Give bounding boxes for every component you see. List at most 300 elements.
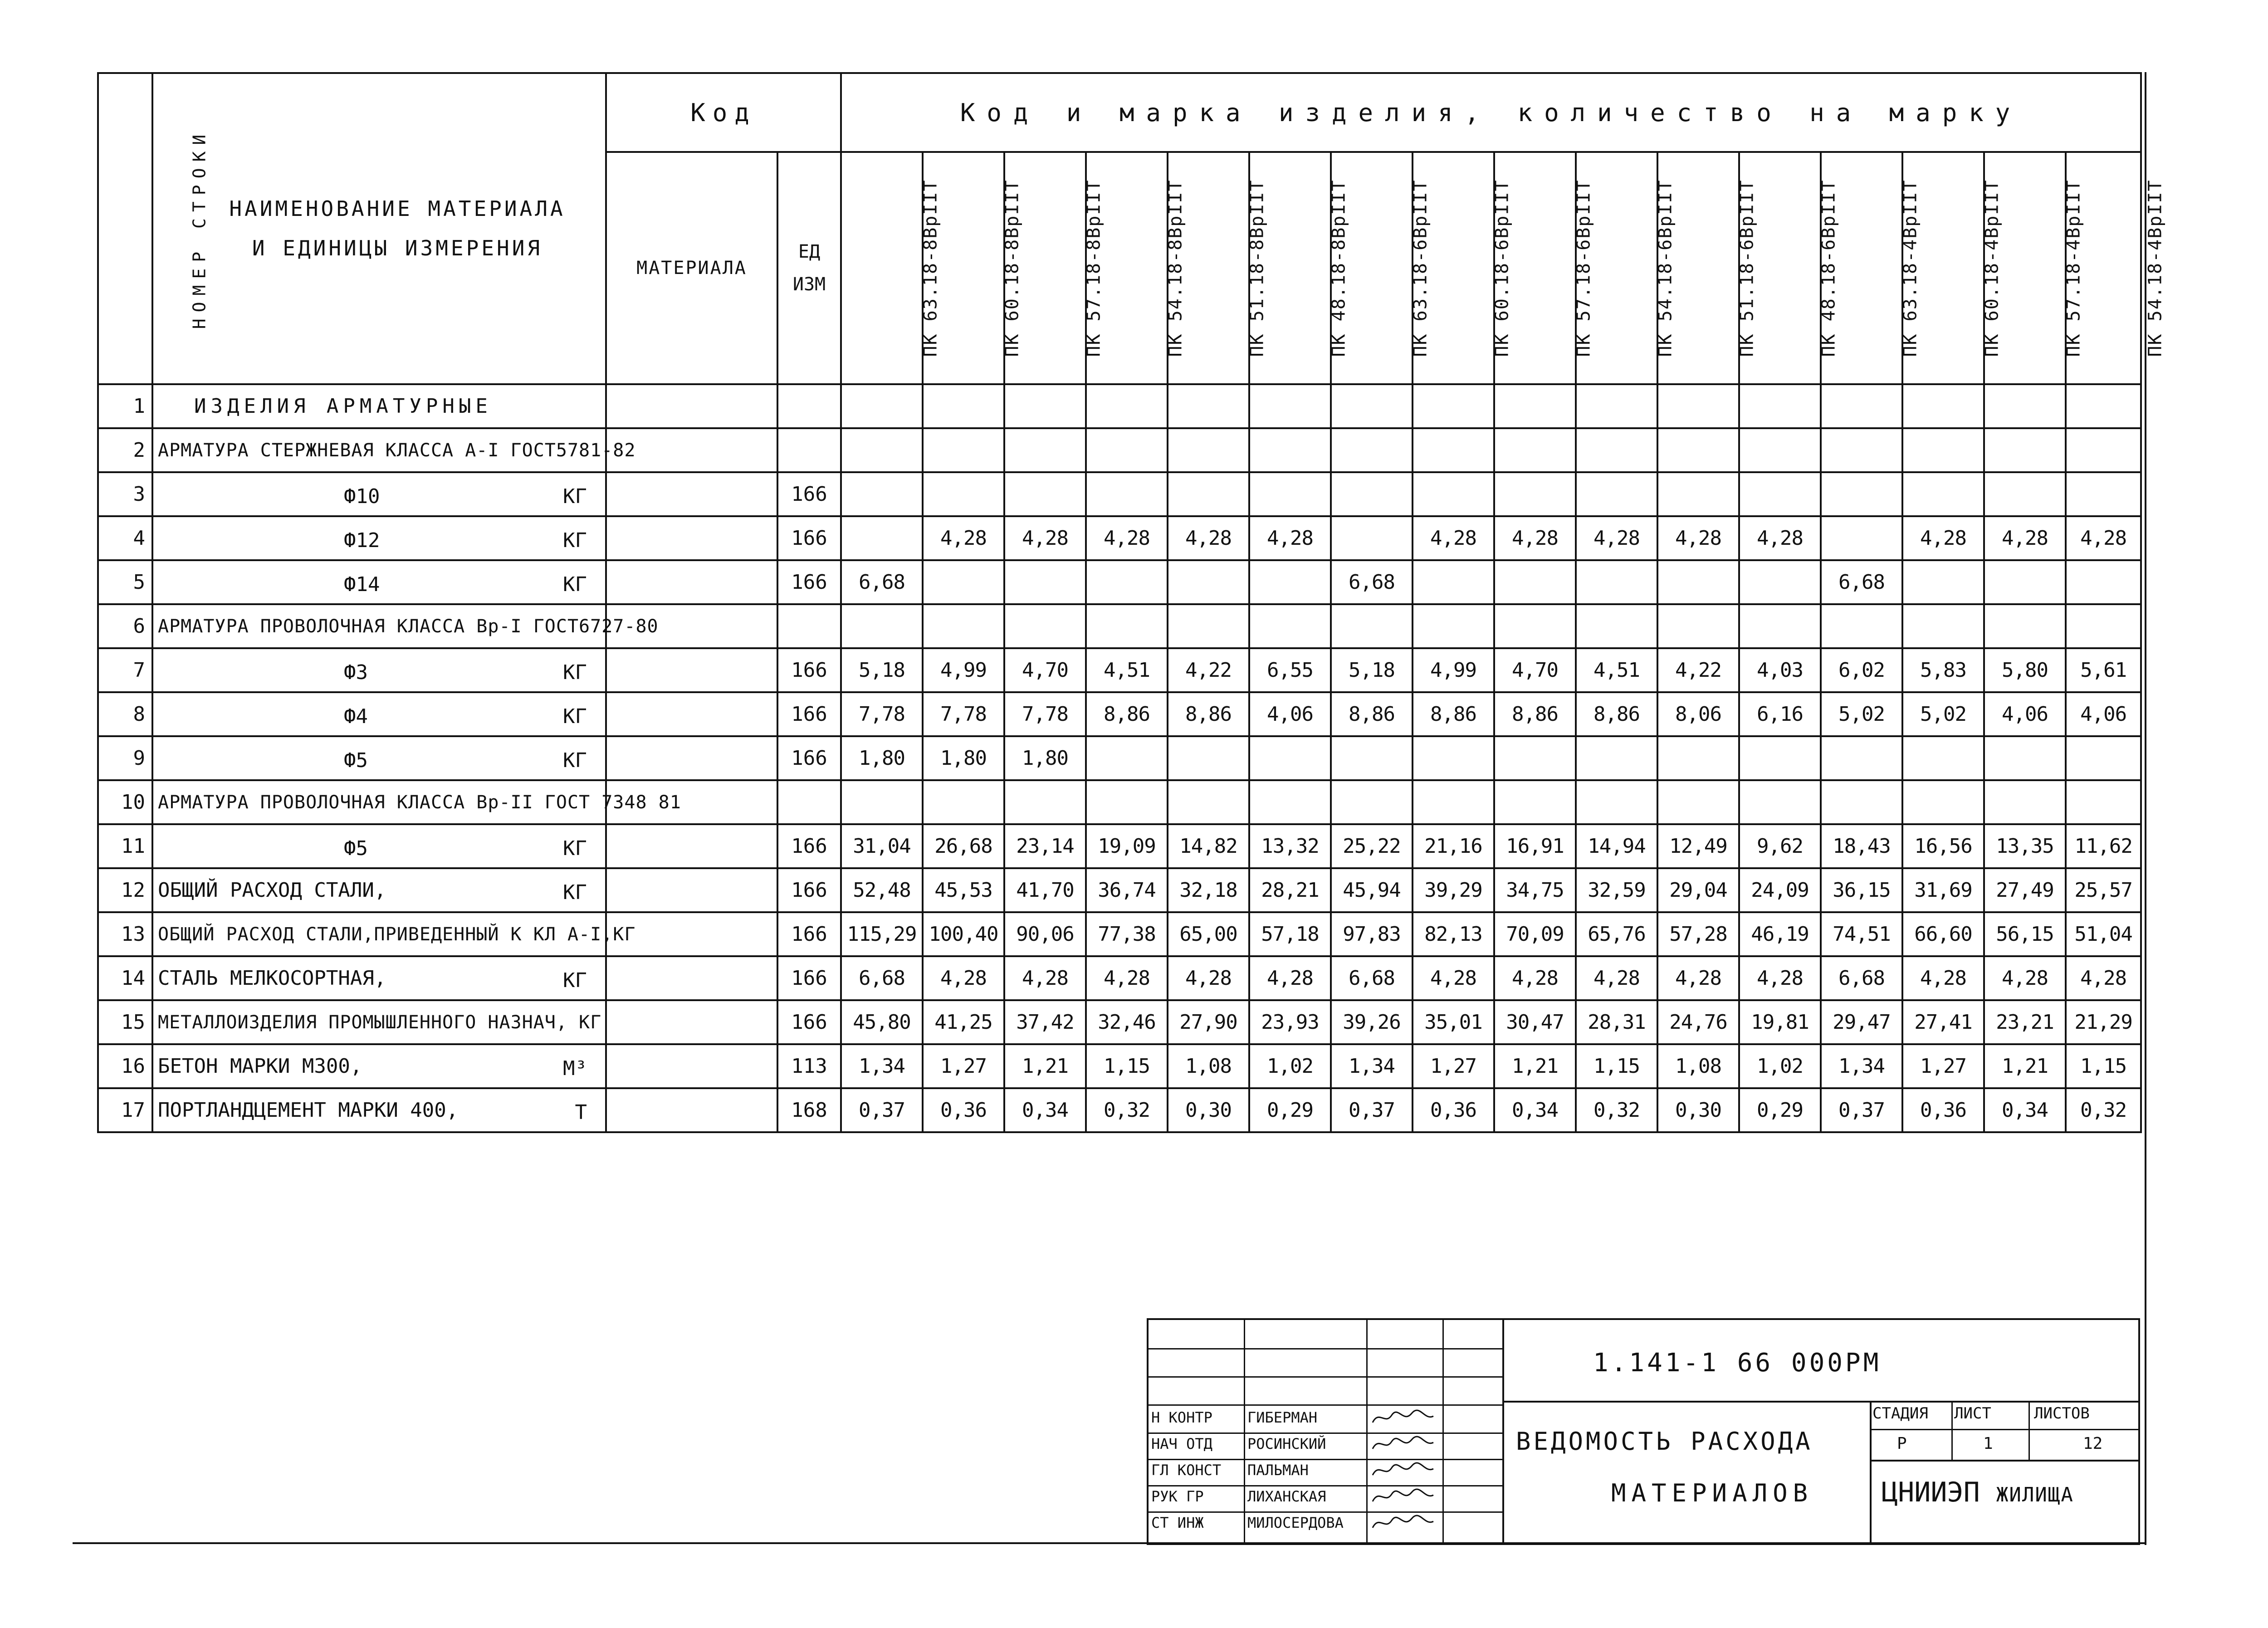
quantity-cell <box>1902 604 1984 648</box>
unit-label: М³ <box>563 1057 587 1080</box>
product-mark-header: ПК 63.18-8ВрIIТ <box>841 152 923 384</box>
sheets-value: 12 <box>2083 1434 2103 1453</box>
product-mark-header: ПК 60.18-6ВрIIТ <box>1413 152 1494 384</box>
quantity-cell <box>1086 604 1168 648</box>
quantity-cell: 4,28 <box>1657 956 1739 1000</box>
quantity-cell: 27,41 <box>1902 1000 1984 1044</box>
quantity-cell: 6,68 <box>841 956 923 1000</box>
quantity-cell <box>1902 780 1984 824</box>
quantity-cell: 0,34 <box>1004 1088 1086 1132</box>
table-row <box>98 912 2141 956</box>
materials-table <box>97 72 2166 1133</box>
table-row <box>98 824 2141 868</box>
quantity-cell <box>1249 736 1331 780</box>
quantity-cell: 16,56 <box>1902 824 1984 868</box>
quantity-cell <box>1004 604 1086 648</box>
quantity-cell <box>1494 736 1576 780</box>
quantity-cell: 1,27 <box>923 1044 1004 1088</box>
quantity-cell <box>1984 472 2066 516</box>
quantity-cell: 13,32 <box>1249 824 1331 868</box>
quantity-cell <box>1576 472 1657 516</box>
quantity-cell <box>1657 736 1739 780</box>
unit-label: КГ <box>563 837 587 860</box>
quantity-cell <box>1821 384 1902 428</box>
quantity-cell <box>1413 560 1494 604</box>
unit-code: 166 <box>777 736 841 780</box>
quantity-cell: 6,68 <box>1331 956 1413 1000</box>
quantity-cell: 4,28 <box>1413 516 1494 560</box>
quantity-cell <box>1249 780 1331 824</box>
quantity-cell <box>1739 780 1821 824</box>
quantity-cell: 46,19 <box>1739 912 1821 956</box>
material-name-text: ИЗДЕЛИЯ АРМАТУРНЫЕ <box>194 395 492 418</box>
frame-right-border <box>2145 72 2146 1545</box>
quantity-cell: 0,36 <box>923 1088 1004 1132</box>
quantity-cell: 65,76 <box>1576 912 1657 956</box>
unit-label: КГ <box>563 881 587 904</box>
quantity-cell: 8,86 <box>1413 692 1494 736</box>
unit-code: 166 <box>777 824 841 868</box>
quantity-cell <box>841 604 923 648</box>
quantity-cell: 1,27 <box>1902 1044 1984 1088</box>
stage-value: Р <box>1897 1434 1907 1453</box>
quantity-cell: 56,15 <box>1984 912 2066 956</box>
quantity-cell: 41,25 <box>923 1000 1004 1044</box>
quantity-cell <box>1331 604 1413 648</box>
quantity-cell: 8,86 <box>1086 692 1168 736</box>
row-number: 16 <box>98 1044 152 1088</box>
quantity-cell: 82,13 <box>1413 912 1494 956</box>
quantity-cell: 74,51 <box>1821 912 1902 956</box>
quantity-cell <box>2066 604 2141 648</box>
product-mark-header: ПК 57.18-4ВрIIТ <box>1984 152 2066 384</box>
quantity-cell <box>1984 428 2066 472</box>
row-number: 15 <box>98 1000 152 1044</box>
unit-code: 166 <box>777 912 841 956</box>
quantity-cell <box>1657 560 1739 604</box>
material-name <box>152 1044 606 1088</box>
quantity-cell: 30,47 <box>1494 1000 1576 1044</box>
quantity-cell: 1,27 <box>1413 1044 1494 1088</box>
quantity-cell: 31,69 <box>1902 868 1984 912</box>
unit-code: 113 <box>777 1044 841 1088</box>
row-number: 7 <box>98 648 152 692</box>
quantity-cell <box>1086 780 1168 824</box>
quantity-cell: 13,35 <box>1984 824 2066 868</box>
document-title: ВЕДОМОСТЬ РАСХОДА <box>1516 1427 1813 1456</box>
quantity-cell <box>1331 780 1413 824</box>
material-name <box>152 868 606 912</box>
table-row <box>98 1088 2141 1132</box>
quantity-cell: 4,28 <box>1576 516 1657 560</box>
material-name <box>152 736 606 780</box>
unit-code: 166 <box>777 516 841 560</box>
quantity-cell <box>1739 472 1821 516</box>
quantity-cell <box>1249 560 1331 604</box>
unit-label: КГ <box>563 573 587 596</box>
quantity-cell: 1,15 <box>1576 1044 1657 1088</box>
row-number: 11 <box>98 824 152 868</box>
product-mark-header: ПК 63.18-6ВрIIТ <box>1331 152 1413 384</box>
quantity-cell: 4,06 <box>1984 692 2066 736</box>
quantity-cell <box>1984 384 2066 428</box>
stage-label: СТАДИЯ <box>1872 1404 1928 1423</box>
quantity-cell: 0,32 <box>1086 1088 1168 1132</box>
material-name <box>152 648 606 692</box>
quantity-cell <box>2066 428 2141 472</box>
quantity-cell <box>1902 560 1984 604</box>
product-mark-header: ПК 63.18-4ВрIIТ <box>1821 152 1902 384</box>
unit-label: КГ <box>563 705 587 728</box>
material-code <box>606 956 777 1000</box>
quantity-cell <box>1494 780 1576 824</box>
quantity-cell <box>1984 736 2066 780</box>
material-name-text: ПОРТЛАНДЦЕМЕНТ МАРКИ 400, <box>158 1099 459 1122</box>
row-number: 5 <box>98 560 152 604</box>
row-number-header: НОМЕР СТРОКИ <box>98 73 152 384</box>
material-name <box>152 912 636 956</box>
quantity-cell: 24,76 <box>1657 1000 1739 1044</box>
quantity-cell: 4,70 <box>1494 648 1576 692</box>
unit-code: 166 <box>777 1000 841 1044</box>
quantity-cell <box>923 428 1004 472</box>
quantity-cell <box>1576 560 1657 604</box>
table-row <box>98 956 2141 1000</box>
table-row <box>98 516 2141 560</box>
row-number: 2 <box>98 428 152 472</box>
quantity-cell <box>1331 384 1413 428</box>
row-number: 14 <box>98 956 152 1000</box>
unit-code: 166 <box>777 956 841 1000</box>
quantity-cell: 1,02 <box>1739 1044 1821 1088</box>
signature-name: МИЛОСЕРДОВА <box>1247 1514 1344 1531</box>
quantity-cell <box>1902 472 1984 516</box>
quantity-cell <box>1168 736 1249 780</box>
quantity-cell <box>1086 384 1168 428</box>
quantity-cell: 0,37 <box>1821 1088 1902 1132</box>
quantity-cell: 4,28 <box>1984 956 2066 1000</box>
quantity-cell <box>923 780 1004 824</box>
frame-bottom-border <box>73 1542 2145 1544</box>
quantity-cell: 0,32 <box>1576 1088 1657 1132</box>
quantity-cell: 100,40 <box>923 912 1004 956</box>
material-code <box>606 516 777 560</box>
quantity-cell: 5,18 <box>841 648 923 692</box>
bar-diameter: Ф12 <box>344 529 380 552</box>
quantity-cell: 31,04 <box>841 824 923 868</box>
quantity-cell: 32,46 <box>1086 1000 1168 1044</box>
quantity-cell: 35,01 <box>1413 1000 1494 1044</box>
quantity-cell: 8,86 <box>1168 692 1249 736</box>
quantity-cell: 115,29 <box>841 912 923 956</box>
quantity-cell: 0,36 <box>1902 1088 1984 1132</box>
row-number: 1 <box>98 384 152 428</box>
material-code <box>606 560 777 604</box>
quantity-cell: 21,29 <box>2066 1000 2141 1044</box>
material-name <box>152 780 681 824</box>
material-name-text: АРМАТУРА ПРОВОЛОЧНАЯ КЛАССА Вр-I ГОСТ6727-80 <box>158 616 659 637</box>
quantity-cell: 52,48 <box>841 868 923 912</box>
quantity-cell: 90,06 <box>1004 912 1086 956</box>
row-number: 17 <box>98 1088 152 1132</box>
material-name-text: ОБЩИЙ РАСХОД СТАЛИ,ПРИВЕДЕННЫЙ К КЛ А-I,КГ <box>158 924 636 945</box>
quantity-cell: 23,21 <box>1984 1000 2066 1044</box>
material-name <box>152 472 606 516</box>
quantity-cell <box>1657 780 1739 824</box>
quantity-cell: 0,29 <box>1739 1088 1821 1132</box>
material-code <box>606 472 777 516</box>
quantity-cell <box>1576 384 1657 428</box>
unit-label: КГ <box>563 969 587 992</box>
quantity-cell: 1,80 <box>1004 736 1086 780</box>
material-name <box>152 956 606 1000</box>
quantity-cell: 0,34 <box>1494 1088 1576 1132</box>
quantity-cell: 4,06 <box>2066 692 2141 736</box>
table-row <box>98 384 2141 428</box>
quantity-cell <box>923 604 1004 648</box>
quantity-cell: 5,61 <box>2066 648 2141 692</box>
quantity-cell <box>2066 736 2141 780</box>
code-header: Код <box>606 73 841 152</box>
quantity-cell <box>841 780 923 824</box>
quantity-cell <box>1821 780 1902 824</box>
quantity-cell <box>1494 604 1576 648</box>
quantity-cell: 0,29 <box>1249 1088 1331 1132</box>
quantity-cell: 4,03 <box>1739 648 1821 692</box>
quantity-cell: 57,18 <box>1249 912 1331 956</box>
material-code <box>606 1044 777 1088</box>
unit-label: КГ <box>563 749 587 772</box>
quantity-cell: 4,28 <box>1984 516 2066 560</box>
table-row <box>98 472 2141 516</box>
quantity-cell: 5,02 <box>1821 692 1902 736</box>
quantity-cell <box>2066 780 2141 824</box>
quantity-cell: 39,26 <box>1331 1000 1413 1044</box>
quantity-cell: 57,28 <box>1657 912 1739 956</box>
unit-code: 168 <box>777 1088 841 1132</box>
sheets-label: ЛИСТОВ <box>2034 1404 2090 1423</box>
quantity-cell <box>841 428 923 472</box>
material-name-text: АРМАТУРА ПРОВОЛОЧНАЯ КЛАССА Вр-II ГОСТ 7348 81 <box>158 792 681 813</box>
quantity-cell: 4,51 <box>1576 648 1657 692</box>
quantity-cell: 8,86 <box>1576 692 1657 736</box>
material-name <box>152 516 606 560</box>
signature-role: РУК ГР <box>1151 1488 1204 1505</box>
material-code <box>606 1088 777 1132</box>
quantity-cell: 4,22 <box>1168 648 1249 692</box>
quantity-cell: 4,28 <box>1086 516 1168 560</box>
quantity-cell: 1,15 <box>1086 1044 1168 1088</box>
quantity-cell: 25,22 <box>1331 824 1413 868</box>
signature-role: НАЧ ОТД <box>1151 1435 1212 1452</box>
quantity-cell <box>1984 780 2066 824</box>
quantity-cell: 4,28 <box>1249 516 1331 560</box>
quantity-cell: 1,21 <box>1004 1044 1086 1088</box>
quantity-cell <box>1331 472 1413 516</box>
product-mark-header: ПК 51.18-8ВрIIТ <box>1168 152 1249 384</box>
quantity-cell <box>1004 560 1086 604</box>
quantity-cell <box>1168 560 1249 604</box>
document-code: 1.141-1 66 000РМ <box>1593 1348 1882 1378</box>
quantity-cell <box>1004 384 1086 428</box>
quantity-cell: 4,28 <box>2066 516 2141 560</box>
quantity-cell <box>1249 472 1331 516</box>
bar-diameter: Ф5 <box>344 749 368 772</box>
quantity-cell: 36,15 <box>1821 868 1902 912</box>
material-name <box>152 692 606 736</box>
material-name <box>152 1088 606 1132</box>
product-mark-header: ПК 60.18-4ВрIIТ <box>1902 152 1984 384</box>
quantity-cell: 1,80 <box>841 736 923 780</box>
quantity-cell <box>1249 384 1331 428</box>
unit-code: 166 <box>777 648 841 692</box>
quantity-cell: 77,38 <box>1086 912 1168 956</box>
quantity-cell <box>1004 780 1086 824</box>
organization-suffix: ЖИЛИЩА <box>1996 1483 2074 1506</box>
quantity-cell: 5,80 <box>1984 648 2066 692</box>
quantity-cell <box>1576 780 1657 824</box>
material-name-text: СТАЛЬ МЕЛКОСОРТНАЯ, <box>158 967 386 990</box>
quantity-cell: 1,21 <box>1984 1044 2066 1088</box>
quantity-cell: 51,04 <box>2066 912 2141 956</box>
signature-name: ПАЛЬМАН <box>1247 1462 1309 1479</box>
quantity-cell <box>1413 736 1494 780</box>
handwritten-signature <box>1370 1486 1438 1507</box>
product-mark-header: ПК 54.18-6ВрIIТ <box>1576 152 1657 384</box>
quantity-cell: 4,28 <box>1902 956 1984 1000</box>
quantity-cell: 14,82 <box>1168 824 1249 868</box>
material-code <box>606 736 777 780</box>
title-block <box>1147 1318 2140 1545</box>
quantity-cell: 65,00 <box>1168 912 1249 956</box>
material-name-text: МЕТАЛЛОИЗДЕЛИЯ ПРОМЫШЛЕННОГО НАЗНАЧ, КГ <box>158 1012 602 1033</box>
table-row <box>98 1044 2141 1088</box>
quantity-cell: 4,28 <box>1086 956 1168 1000</box>
unit-label: КГ <box>563 529 587 552</box>
quantity-cell: 24,09 <box>1739 868 1821 912</box>
quantity-cell <box>1168 428 1249 472</box>
quantity-cell <box>923 472 1004 516</box>
material-name-text: АРМАТУРА СТЕРЖНЕВАЯ КЛАССА А-I ГОСТ5781-82 <box>158 440 636 461</box>
product-mark-header: ПК 48.18-8ВрIIТ <box>1249 152 1331 384</box>
quantity-cell: 4,28 <box>1657 516 1739 560</box>
unit-code <box>777 780 841 824</box>
organization-name: ЦНИИЭП <box>1882 1476 1980 1508</box>
product-mark-header: ПК 60.18-8ВрIIТ <box>923 152 1004 384</box>
quantity-cell: 4,28 <box>1413 956 1494 1000</box>
quantity-cell <box>1249 604 1331 648</box>
unit-code: 166 <box>777 868 841 912</box>
quantity-cell <box>841 384 923 428</box>
quantity-cell: 19,09 <box>1086 824 1168 868</box>
material-code <box>606 868 777 912</box>
quantity-cell: 14,94 <box>1576 824 1657 868</box>
quantity-cell: 6,55 <box>1249 648 1331 692</box>
material-name <box>152 824 606 868</box>
quantity-cell <box>1576 428 1657 472</box>
quantity-cell <box>1739 736 1821 780</box>
unit-code-header: ЕД ИЗМ <box>777 152 841 384</box>
quantity-cell: 4,99 <box>923 648 1004 692</box>
quantity-cell <box>1086 736 1168 780</box>
signature-role: СТ ИНЖ <box>1151 1514 1204 1531</box>
quantity-cell <box>923 384 1004 428</box>
quantity-cell: 4,28 <box>1004 516 1086 560</box>
row-number: 4 <box>98 516 152 560</box>
bar-diameter: Ф10 <box>344 485 380 508</box>
quantity-cell <box>1494 560 1576 604</box>
material-name-header: НАИМЕНОВАНИЕ МАТЕРИАЛА И ЕДИНИЦЫ ИЗМЕРЕНИЯ <box>152 73 606 384</box>
table-row <box>98 604 2141 648</box>
unit-code <box>777 384 841 428</box>
quantity-cell <box>1739 560 1821 604</box>
document-title-line2: МАТЕРИАЛОВ <box>1611 1479 1813 1507</box>
quantity-cell <box>1657 604 1739 648</box>
quantity-cell: 45,94 <box>1331 868 1413 912</box>
material-code-header: МАТЕРИАЛА <box>606 152 777 384</box>
material-name <box>152 1000 606 1044</box>
quantity-cell <box>1249 428 1331 472</box>
quantity-cell: 23,14 <box>1004 824 1086 868</box>
unit-label: КГ <box>563 485 587 508</box>
quantity-cell: 29,04 <box>1657 868 1739 912</box>
quantity-cell: 4,28 <box>1494 516 1576 560</box>
quantity-cell <box>1821 604 1902 648</box>
quantity-cell: 0,30 <box>1657 1088 1739 1132</box>
quantity-cell: 6,68 <box>1331 560 1413 604</box>
quantity-cell <box>923 560 1004 604</box>
table-row <box>98 780 2141 824</box>
quantity-cell: 66,60 <box>1902 912 1984 956</box>
quantity-cell: 0,32 <box>2066 1088 2141 1132</box>
sheet-label: ЛИСТ <box>1954 1404 1991 1423</box>
quantity-cell: 23,93 <box>1249 1000 1331 1044</box>
quantity-cell: 28,21 <box>1249 868 1331 912</box>
handwritten-signature <box>1370 1460 1438 1481</box>
material-code <box>606 692 777 736</box>
quantity-cell: 4,70 <box>1004 648 1086 692</box>
quantity-cell: 1,21 <box>1494 1044 1576 1088</box>
quantity-cell <box>1168 780 1249 824</box>
quantity-cell: 5,02 <box>1902 692 1984 736</box>
quantity-cell: 7,78 <box>923 692 1004 736</box>
quantity-cell: 7,78 <box>841 692 923 736</box>
quantity-cell: 4,28 <box>1168 956 1249 1000</box>
quantity-cell <box>1984 560 2066 604</box>
signature-name: РОСИНСКИЙ <box>1247 1435 1326 1452</box>
quantity-cell: 27,90 <box>1168 1000 1249 1044</box>
material-code <box>606 648 777 692</box>
quantity-cell: 32,18 <box>1168 868 1249 912</box>
quantity-cell: 4,22 <box>1657 648 1739 692</box>
table-row <box>98 868 2141 912</box>
quantity-cell: 9,62 <box>1739 824 1821 868</box>
quantity-cell: 4,06 <box>1249 692 1331 736</box>
quantity-cell: 4,28 <box>1168 516 1249 560</box>
quantity-cell <box>1821 736 1902 780</box>
row-number: 8 <box>98 692 152 736</box>
quantity-cell <box>1086 428 1168 472</box>
quantity-cell <box>1086 472 1168 516</box>
unit-code: 166 <box>777 472 841 516</box>
quantity-cell <box>1657 428 1739 472</box>
signature-name: ГИБЕРМАН <box>1247 1409 1318 1426</box>
quantity-cell: 6,02 <box>1821 648 1902 692</box>
quantity-cell <box>2066 560 2141 604</box>
quantity-cell: 8,86 <box>1494 692 1576 736</box>
quantity-cell <box>1494 384 1576 428</box>
quantity-cell: 36,74 <box>1086 868 1168 912</box>
